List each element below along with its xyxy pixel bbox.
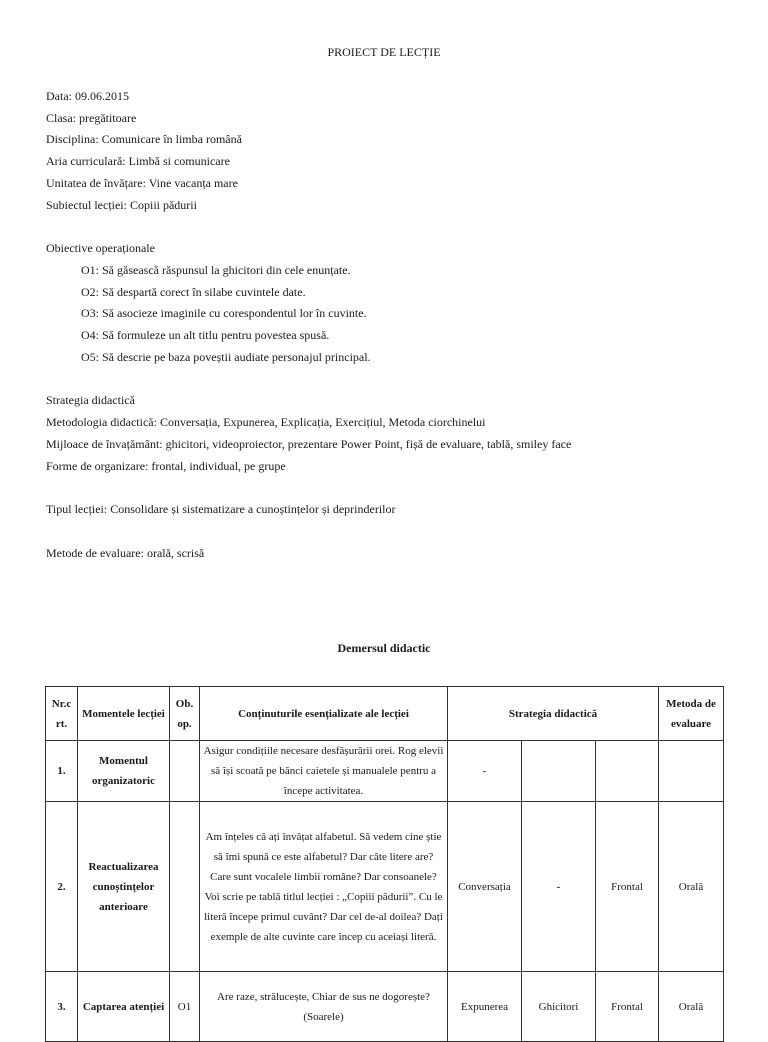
row-evaluation: Orală — [659, 802, 724, 972]
didactic-approach-title: Demersul didactic — [337, 641, 431, 655]
row-strategy-method: Expunerea — [448, 972, 522, 1042]
row-objective — [170, 741, 200, 802]
row-content: Am înțeles că ați învățat alfabetul. Să vedem cine știe să îmi spună ce este alfabetul? Dar câte litere are? Care sunt vocalele limbii române? Dar consoanele? Voi scrie pe tablă titlul lecției : „Copiii pădurii”. Cu le literă începe primul cuvânt? Dar cel de-al doilea? Dați exemple de alte cuvinte care încep cu aceiași literă. — [200, 802, 448, 972]
row-strategy-form: Frontal — [596, 802, 659, 972]
row-moment: Reactualizarea cunoștințelor anterioare — [78, 802, 170, 972]
strategy-heading: Strategia didactică — [46, 393, 135, 407]
meta-lesson-subject: Subiectul lecției: Copiii pădurii — [46, 198, 197, 212]
row-strategy-means: Ghicitori — [522, 972, 596, 1042]
row-number: 1. — [46, 741, 78, 802]
header-evaluation-method: Metoda de evaluare — [659, 687, 724, 741]
row-strategy-form — [596, 741, 659, 802]
objective-item: O3: Să asocieze imaginile cu corespondentul lor în cuvinte. — [81, 306, 367, 320]
row-moment: Captarea atenției — [78, 972, 170, 1042]
objectives-heading: Obiective operaționale — [46, 241, 155, 255]
strategy-teaching-aids: Mijloace de învațământ: ghicitori, videoproiector, prezentare Power Point, fișă de evaluare, tablă, smiley face — [46, 437, 572, 451]
row-content: Asigur condițiile necesare desfășurării orei. Rog elevii să își scoată pe bănci caietele și manualele pentru a începe activitatea. — [200, 741, 448, 802]
meta-learning-unit: Unitatea de învățare: Vine vacanța mare — [46, 176, 238, 190]
header-lesson-moments: Momentele lecției — [78, 687, 170, 741]
table-row — [46, 741, 724, 802]
row-strategy-method: Conversația — [448, 802, 522, 972]
header-strategy: Strategia didactică — [448, 687, 659, 741]
row-objective: O1 — [170, 972, 200, 1042]
strategy-organization-forms: Forme de organizare: frontal, individual, pe grupe — [46, 459, 286, 473]
table-header-row — [46, 687, 724, 741]
meta-class: Clasa: pregătitoare — [46, 111, 137, 125]
row-moment: Momentul organizatoric — [78, 741, 170, 802]
row-evaluation — [659, 741, 724, 802]
objective-item: O5: Să descrie pe baza poveștii audiate personajul principal. — [81, 350, 371, 364]
row-evaluation: Orală — [659, 972, 724, 1042]
row-content: Are raze, strălucește, Chiar de sus ne dogorește? (Soarele) — [200, 972, 448, 1042]
row-number: 2. — [46, 802, 78, 972]
document-title: PROIECT DE LECȚIE — [327, 45, 441, 59]
objective-item: O4: Să formuleze un alt titlu pentru povestea spusă. — [81, 328, 330, 342]
row-strategy-method: - — [448, 741, 522, 802]
evaluation-methods: Metode de evaluare: orală, scrisă — [46, 546, 205, 560]
meta-date: Data: 09.06.2015 — [46, 89, 129, 103]
header-contents: Conținuturile esențializate ale lecției — [200, 687, 448, 741]
meta-curricular-area: Aria curriculară: Limbă si comunicare — [46, 154, 230, 168]
row-strategy-means — [522, 741, 596, 802]
lesson-table — [45, 686, 724, 1042]
row-strategy-means: - — [522, 802, 596, 972]
row-strategy-form: Frontal — [596, 972, 659, 1042]
row-objective — [170, 802, 200, 972]
row-number: 3. — [46, 972, 78, 1042]
objective-item: O1: Să găsească răspunsul la ghicitori din cele enunțate. — [81, 263, 351, 277]
table-row — [46, 802, 724, 972]
table-row — [46, 972, 724, 1042]
header-objectives: Ob. op. — [170, 687, 200, 741]
lesson-type: Tipul lecției: Consolidare și sistematizare a cunoștințelor și deprinderilor — [46, 502, 396, 516]
meta-discipline: Disciplina: Comunicare în limba română — [46, 132, 242, 146]
strategy-methodology: Metodologia didactică: Conversația, Expunerea, Explicația, Exercițiul, Metoda ciorchinelui — [46, 415, 486, 429]
header-nr: Nr.c rt. — [46, 687, 78, 741]
objective-item: O2: Să despartă corect în silabe cuvintele date. — [81, 285, 306, 299]
